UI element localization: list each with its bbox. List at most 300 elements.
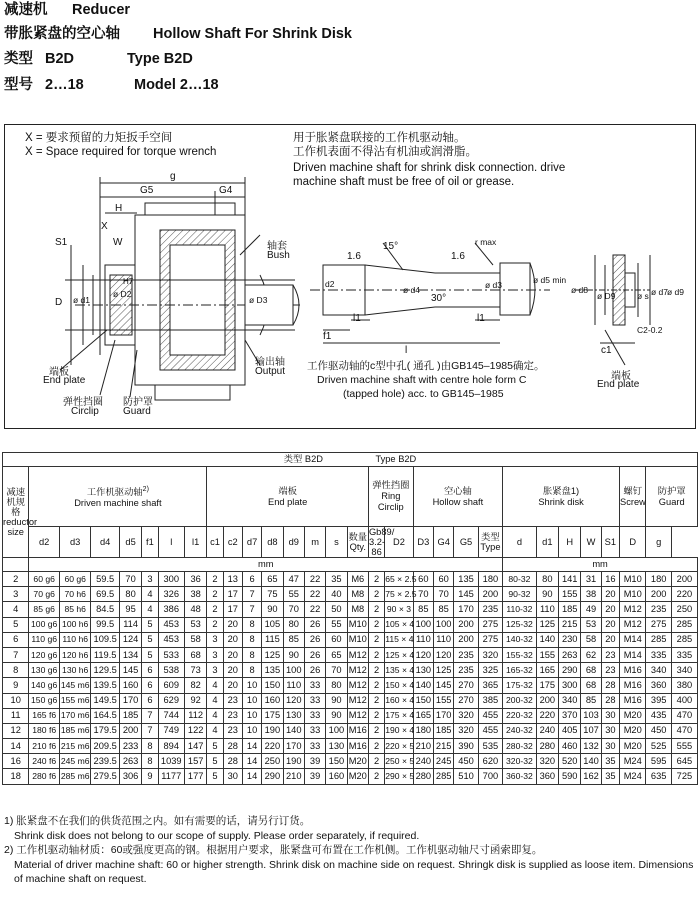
table-cell: 149.5 (91, 693, 119, 708)
table-cell: 70 g6 (29, 587, 60, 602)
dim-d3b: ø d3 (485, 280, 503, 290)
table-cell: 635 (646, 769, 671, 784)
table-cell: 180 (413, 723, 433, 738)
table-cell: 69.5 (91, 587, 119, 602)
table-cell: 23 (223, 723, 242, 738)
table-cell: 220 × 5 (385, 739, 413, 754)
table-cell: 110 (413, 632, 433, 647)
table-cell: 70 (326, 663, 347, 678)
column-header: D2 (385, 527, 413, 558)
endplate2-label-en: End plate (597, 379, 640, 390)
table-cell: 65 × 2.5 (385, 572, 413, 587)
table-cell: 82 (184, 678, 206, 693)
table-cell: 7 (242, 602, 261, 617)
table-cell: M20 (620, 708, 646, 723)
table-cell: 155 (536, 647, 558, 662)
column-header: d1 (536, 527, 558, 558)
table-cell: 120 h6 (59, 647, 91, 662)
table-cell: 85 h6 (59, 602, 91, 617)
header-line-3 (4, 51, 694, 68)
table-cell: 165 (536, 663, 558, 678)
table-cell: 130 g6 (29, 663, 60, 678)
table-cell: M20 (347, 754, 368, 769)
table-cell: 110 (536, 602, 558, 617)
dim-d9a: ø D9 (597, 291, 616, 301)
table-cell: 450 (454, 754, 478, 769)
table-cell: 155-32 (503, 647, 537, 662)
table-cell: 85 (283, 632, 304, 647)
header-type-cn: 类型 (4, 51, 33, 67)
table-cell: 20 (223, 617, 242, 632)
table-cell: M6 (347, 572, 368, 587)
table-cell: 85 (581, 693, 601, 708)
column-header: l1 (184, 527, 206, 558)
table-cell: 2 (207, 617, 223, 632)
table-cell: 38 (184, 587, 206, 602)
table-cell: 200 (536, 693, 558, 708)
table-cell: 95 (119, 602, 141, 617)
table-row (3, 754, 698, 769)
table-cell: 28 (601, 678, 619, 693)
table-cell: 8 (242, 617, 261, 632)
table-cell: 2 (368, 723, 384, 738)
table-cell: 2 (368, 678, 384, 693)
dim-l: l (405, 345, 408, 356)
table-cell: 2 (368, 754, 384, 769)
dim-f1: f1 (323, 331, 332, 342)
table-cell: 215 (434, 739, 454, 754)
table-cell: 453 (158, 632, 184, 647)
table-cell: 320 (454, 708, 478, 723)
table-cell: 8 (242, 663, 261, 678)
table-cell: 28 (223, 754, 242, 769)
table-cell: 11 (3, 708, 29, 723)
table-cell: 285 (434, 769, 454, 784)
dim-w: W (113, 237, 123, 248)
table-cell: 240-32 (503, 723, 537, 738)
table-cell: 103 (581, 708, 601, 723)
column-header: d (503, 527, 537, 558)
table-cell: 140-32 (503, 632, 537, 647)
table-cell: 1039 (158, 754, 184, 769)
table-cell: 7 (142, 723, 158, 738)
table-cell: 16 (3, 754, 29, 769)
table-cell: 68 (581, 663, 601, 678)
table-cell: 175 × 4 (385, 708, 413, 723)
table-row (3, 663, 698, 678)
table-cell: 49 (581, 602, 601, 617)
table-cell: 122 (184, 723, 206, 738)
table-cell: 73 (184, 663, 206, 678)
table-cell: 2 (207, 587, 223, 602)
table-cell: 39 (304, 769, 325, 784)
table-cell: 31 (581, 572, 601, 587)
table-cell: 7 (242, 587, 261, 602)
table-cell: 320 (478, 647, 502, 662)
table-row (3, 678, 698, 693)
column-header: G4 (434, 527, 454, 558)
table-cell: 200 (646, 587, 671, 602)
table-cell: 220-32 (503, 708, 537, 723)
table-cell: 139.5 (91, 678, 119, 693)
table-cell: 147 (184, 739, 206, 754)
table-cell: 450 (646, 723, 671, 738)
table-cell: 110 h6 (59, 632, 91, 647)
table-cell: 58 (581, 632, 601, 647)
table-cell: 26 (304, 617, 325, 632)
table-cell: 100 (413, 617, 433, 632)
table-cell: 285 (671, 632, 697, 647)
table-cell: M12 (347, 693, 368, 708)
table-cell: 7 (3, 647, 29, 662)
column-header: c1 (207, 527, 223, 558)
table-cell: 360 (536, 769, 558, 784)
table-cell: M20 (620, 739, 646, 754)
table-cell: 175 (536, 678, 558, 693)
note-x-cn: X = 要求预留的力矩扳手空间 (25, 132, 173, 144)
table-cell: M14 (620, 647, 646, 662)
table-cell: 5 (142, 632, 158, 647)
table-cell: 263 (559, 647, 581, 662)
table-cell: 53 (184, 617, 206, 632)
table-cell: 340 (646, 663, 671, 678)
table-cell: 8 (242, 647, 261, 662)
table-cell: 105 × 4 (385, 617, 413, 632)
table-cell: 28 (223, 739, 242, 754)
table-cell: 23 (601, 663, 619, 678)
table-cell: 80 (536, 572, 558, 587)
dim-s: ø s (637, 291, 649, 301)
table-cell: 263 (119, 754, 141, 769)
table-cell: 320 (454, 723, 478, 738)
table-cell: 125 (536, 617, 558, 632)
table-cell: 30 (601, 739, 619, 754)
dim-l1b: l1 (477, 313, 485, 324)
group-circlip: 弹性挡圈 Ring Circlip (368, 467, 413, 527)
table-cell: 160 (119, 678, 141, 693)
table-row (3, 708, 698, 723)
table-cell: 190 × 4 (385, 723, 413, 738)
table-cell: 3 (207, 632, 223, 647)
table-cell: 23 (601, 647, 619, 662)
table-cell: 220 (262, 739, 283, 754)
table-cell: 170 (434, 708, 454, 723)
table-cell: 470 (671, 723, 697, 738)
table-cell: 80-32 (503, 572, 537, 587)
bush-label-en: Bush (267, 250, 290, 261)
table-cell: 455 (478, 708, 502, 723)
table-cell: 119.5 (91, 647, 119, 662)
note-2-en2: of machine shaft on request. (14, 873, 147, 885)
table-cell: 200 (454, 632, 478, 647)
header-model-range: 2…18 (45, 77, 84, 93)
table-cell: 68 (184, 647, 206, 662)
table-cell: 162 (581, 769, 601, 784)
table-cell: 4 (207, 678, 223, 693)
table-cell: 609 (158, 678, 184, 693)
table-cell: 23 (223, 708, 242, 723)
table-cell: 110 (283, 678, 304, 693)
table-cell: 240 (536, 723, 558, 738)
table-cell: 5 (3, 617, 29, 632)
table-cell: 130 (283, 708, 304, 723)
table-cell: 340 (559, 693, 581, 708)
table-cell: 210 (283, 769, 304, 784)
table-cell: 894 (158, 739, 184, 754)
table-cell: 320-32 (503, 754, 537, 769)
table-cell: 190 (262, 723, 283, 738)
table-cell: 110 g6 (29, 632, 60, 647)
table-row (3, 602, 698, 617)
table-cell: 2 (207, 572, 223, 587)
table-cell: 2 (368, 739, 384, 754)
table-cell: 90 (283, 647, 304, 662)
header-hollow-en: Hollow Shaft For Shrink Disk (153, 26, 352, 42)
table-cell: 4 (207, 693, 223, 708)
table-cell: 2 (368, 769, 384, 784)
table-cell: 230 (559, 632, 581, 647)
table-cell: 140 (413, 678, 433, 693)
table-cell: 725 (671, 769, 697, 784)
table-cell: M20 (620, 723, 646, 738)
table-cell: 235 (478, 602, 502, 617)
table-cell: 270 (454, 678, 478, 693)
table-cell: M12 (620, 617, 646, 632)
table-cell: 60 g6 (29, 572, 60, 587)
table-cell: M12 (347, 708, 368, 723)
table-cell: 5 (207, 739, 223, 754)
table-cell: 90 (326, 693, 347, 708)
table-cell: 470 (671, 708, 697, 723)
table-cell: 5 (142, 617, 158, 632)
dim-g4: G4 (219, 185, 233, 196)
table-cell: 145 (434, 678, 454, 693)
table-cell: 386 (158, 602, 184, 617)
column-header: Gb89/ 3.2-86 (368, 527, 395, 557)
table-cell: 453 (158, 617, 184, 632)
column-header: s (326, 527, 347, 558)
table-cell: 160 (326, 769, 347, 784)
table-cell: 30 (223, 769, 242, 784)
table-cell: M10 (347, 632, 368, 647)
header-type-code: B2D (45, 51, 75, 67)
note-drive-cn2: 工作机表面不得沾有机油或润滑脂。 (293, 146, 477, 158)
table-cell: 80 (326, 678, 347, 693)
table-cell: 20 (223, 663, 242, 678)
table-cell: M16 (620, 678, 646, 693)
table-cell: 22 (304, 587, 325, 602)
table-cell: 405 (559, 723, 581, 738)
table-cell: 5 (207, 754, 223, 769)
table-cell: 125 × 4 (385, 647, 413, 662)
table-cell: M10 (620, 587, 646, 602)
table-cell: 65 (262, 572, 283, 587)
table-cell: 460 (559, 739, 581, 754)
header-line-2 (4, 26, 694, 43)
table-cell: 590 (559, 769, 581, 784)
table-cell: 10 (242, 723, 261, 738)
table-cell: 200 (454, 617, 478, 632)
table-cell: 120 (413, 647, 433, 662)
table-cell: 2 (368, 663, 384, 678)
dim-d3: ø D3 (249, 295, 268, 305)
table-cell: M12 (347, 678, 368, 693)
table-cell: 55 (326, 617, 347, 632)
table-cell: 105 (262, 617, 283, 632)
table-cell: 170 m6 (59, 708, 91, 723)
table-cell: 164.5 (91, 708, 119, 723)
table-cell: 145 (119, 663, 141, 678)
table-cell: 107 (581, 723, 601, 738)
table-cell: 2 (368, 587, 384, 602)
header-line-4 (4, 77, 694, 94)
table-cell: 92 (184, 693, 206, 708)
table-cell: 35 (601, 769, 619, 784)
column-header-row (3, 527, 698, 558)
table-cell: 5 (142, 647, 158, 662)
unit-row (3, 558, 698, 572)
group-hollow-shaft: 空心轴 Hollow shaft (413, 467, 502, 527)
output-label-cn: 输出轴 (255, 357, 285, 368)
table-cell: 535 (478, 739, 502, 754)
table-cell: 28 (601, 693, 619, 708)
table-cell: 185 (434, 723, 454, 738)
table-cell: 65 (326, 647, 347, 662)
table-cell: 275 (478, 617, 502, 632)
dim-h7: H7 (123, 277, 134, 286)
footnotes (4, 814, 696, 887)
table-cell: 285 (671, 617, 697, 632)
table-cell: 340 (671, 663, 697, 678)
table-row (3, 723, 698, 738)
table-cell: 13 (223, 572, 242, 587)
table-cell: 14 (3, 739, 29, 754)
table-cell: M10 (347, 617, 368, 632)
table-cell: 5 (207, 769, 223, 784)
table-cell: 99.5 (91, 617, 119, 632)
table-cell: 22 (304, 602, 325, 617)
table-cell: 2 (368, 708, 384, 723)
table-cell: 68 (581, 678, 601, 693)
table-cell: 58 (184, 632, 206, 647)
table-cell: 80 (119, 587, 141, 602)
table-cell: 30 (601, 708, 619, 723)
column-header: G5 (454, 527, 478, 558)
table-cell: 26 (304, 663, 325, 678)
header-line-1 (4, 2, 694, 19)
table-cell: 365 (478, 678, 502, 693)
table-cell: 100 h6 (59, 617, 91, 632)
centre-note-en1: Driven machine shaft with centre hole form C (317, 374, 527, 386)
table-cell: 20 (223, 632, 242, 647)
technical-drawing (4, 124, 696, 429)
table-cell: 8 (142, 754, 158, 769)
table-row (3, 617, 698, 632)
table-cell: 177 (184, 769, 206, 784)
table-cell: 134 (119, 647, 141, 662)
table-cell: 455 (478, 723, 502, 738)
dim-g: g (170, 171, 176, 182)
table-cell: M24 (620, 754, 646, 769)
table-cell: 135 (262, 663, 283, 678)
table-cell: 370 (559, 708, 581, 723)
table-cell: 100 (326, 723, 347, 738)
table-cell: 130 h6 (59, 663, 91, 678)
table-cell: 100 (434, 617, 454, 632)
table-cell: 595 (646, 754, 671, 769)
table-cell: 165-32 (503, 663, 537, 678)
table-cell: 2 (368, 572, 384, 587)
table-cell: 85 (434, 602, 454, 617)
table-cell: 385 (478, 693, 502, 708)
table-cell: 2 (368, 617, 384, 632)
table-cell: 50 (326, 602, 347, 617)
table-cell: 140 (283, 723, 304, 738)
dim-l1: l1 (353, 313, 361, 324)
table-cell: 165 (413, 708, 433, 723)
table-cell: 17 (223, 587, 242, 602)
table-cell: 2 (368, 632, 384, 647)
table-cell: 620 (478, 754, 502, 769)
dim-ang30: 30° (431, 293, 447, 304)
table-cell: 3 (207, 647, 223, 662)
table-cell: 47 (283, 572, 304, 587)
note-drive-en1: Driven machine shaft for shrink disk connection. drive (293, 162, 566, 174)
unit-label-1: mm (29, 558, 503, 572)
table-cell: 110 (434, 632, 454, 647)
table-cell: 6 (142, 678, 158, 693)
circlip-label-cn: 弹性挡圈 (63, 397, 103, 408)
dim-small-d2: d2 (325, 279, 335, 289)
table-cell: 380 (671, 678, 697, 693)
table-cell: 235 (454, 647, 478, 662)
table-cell: 155 m6 (59, 693, 91, 708)
table-cell: 8 (242, 632, 261, 647)
table-cell: 115 (262, 632, 283, 647)
table-cell: 129.5 (91, 663, 119, 678)
table-cell: M8 (347, 587, 368, 602)
table-cell: 145 (454, 587, 478, 602)
table-cell: 20 (601, 602, 619, 617)
table-cell: 125 (434, 663, 454, 678)
table-cell: 60 (326, 632, 347, 647)
table-cell: M16 (347, 739, 368, 754)
table-cell: 90-32 (503, 587, 537, 602)
table-cell: 538 (158, 663, 184, 678)
table-cell: 20 (601, 617, 619, 632)
column-header: l (158, 527, 184, 558)
table-cell: 160 (262, 693, 283, 708)
table-cell: 700 (478, 769, 502, 784)
table-cell: 240 (413, 754, 433, 769)
table-cell: 2 (368, 693, 384, 708)
table-row (3, 693, 698, 708)
table-cell: 33 (304, 708, 325, 723)
table-cell: 170 (454, 602, 478, 617)
table-cell: 140 g6 (29, 678, 60, 693)
table-cell: 125 (262, 647, 283, 662)
group-shrink-disk: 胀紧盘1) Shrink disk (503, 467, 620, 527)
table-cell: 210 f6 (29, 739, 60, 754)
dim-h: H (115, 203, 123, 214)
dim-d2: ø D2 (113, 289, 132, 299)
table-cell: 150 g6 (29, 693, 60, 708)
table-cell: 23 (223, 693, 242, 708)
table-cell: 245 m6 (59, 754, 91, 769)
column-header: D3 (413, 527, 433, 558)
dim-c2: C2-0.2 (637, 325, 663, 335)
table-cell: 175 (262, 708, 283, 723)
